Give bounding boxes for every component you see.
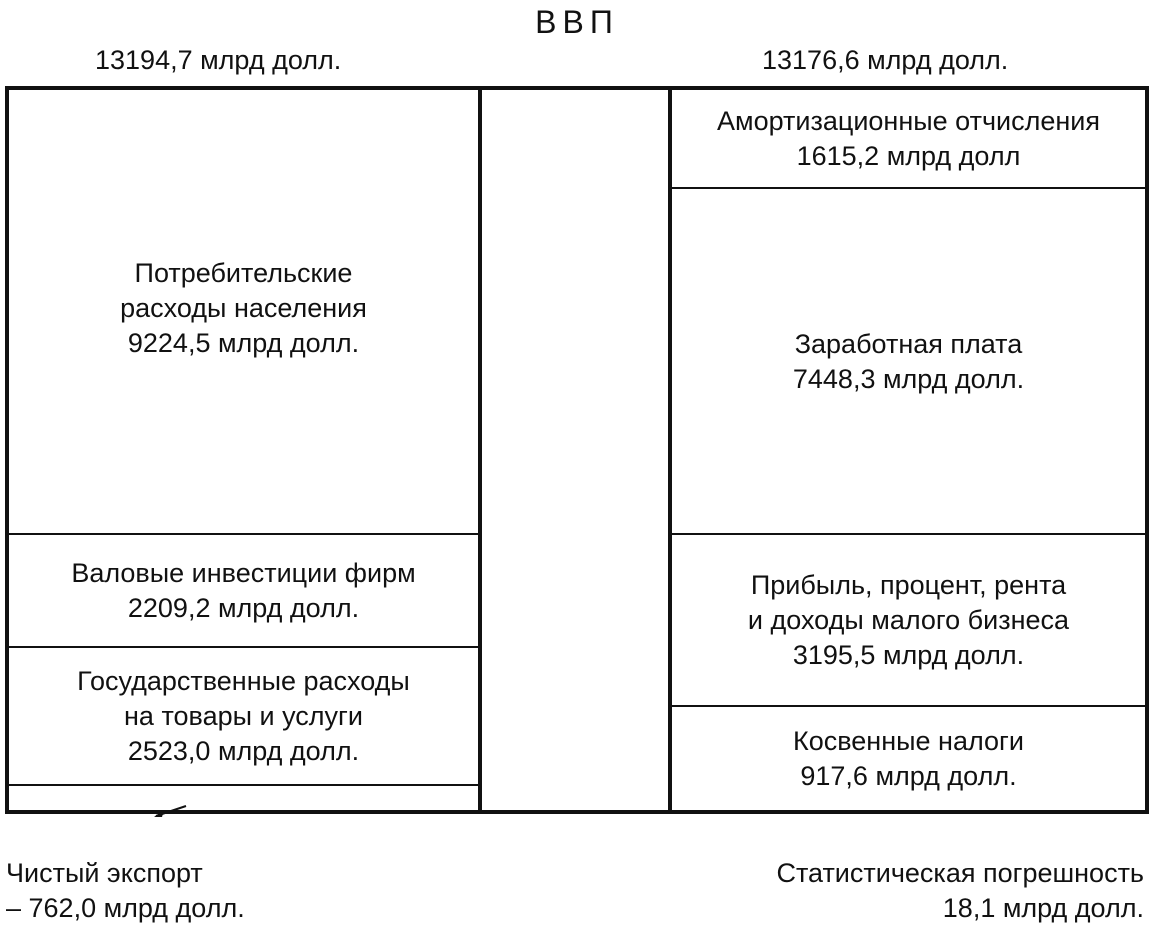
left-column-divider [478, 86, 482, 814]
net-exports-note [6, 856, 245, 926]
wages-label: Заработная плата [794, 328, 1023, 359]
depreciation-cell [672, 90, 1145, 187]
investment-value: 2209,2 млрд долл. [127, 592, 360, 623]
expenditures-total: 13194,7 млрд долл. [95, 45, 342, 75]
net-exports-label: Чистый экспорт [6, 858, 203, 888]
profits-label-line-1: Прибыль, процент, рента [750, 569, 1067, 600]
government-cell [9, 648, 478, 784]
net-exports-cell [9, 786, 478, 810]
investment-label: Валовые инвестиции фирм [71, 557, 416, 588]
diagram-title: ВВП [535, 4, 619, 40]
government-value: 2523,0 млрд долл. [127, 735, 360, 766]
consumption-label-line-1: Потребительские [134, 257, 353, 288]
statistical-discrepancy-value: 18,1 млрд долл. [942, 893, 1144, 923]
net-exports-value: – 762,0 млрд долл. [6, 893, 245, 923]
wages-value: 7448,3 млрд долл. [792, 363, 1025, 394]
statistical-discrepancy-label: Статистическая погрешность [776, 858, 1144, 888]
government-label-line-2: на товары и услуги [124, 700, 363, 731]
consumption-value: 9224,5 млрд долл. [127, 327, 360, 358]
net-exports-arrow-icon [150, 800, 190, 824]
depreciation-label: Амортизационные отчисления [717, 105, 1100, 136]
consumption-label-line-2: расходы населения [120, 292, 367, 323]
depreciation-value: 1615,2 млрд долл [796, 140, 1021, 171]
profits-label-line-2: и доходы малого бизнеса [747, 604, 1070, 635]
profits-cell [672, 535, 1145, 705]
indirect-taxes-label: Косвенные налоги [793, 725, 1024, 756]
statistical-discrepancy-note [776, 856, 1144, 926]
indirect-taxes-cell [672, 707, 1145, 810]
profits-value: 3195,5 млрд долл. [792, 639, 1025, 670]
wages-cell [672, 189, 1145, 534]
consumption-cell [9, 90, 478, 534]
indirect-taxes-value: 917,6 млрд долл. [800, 760, 1017, 791]
incomes-total: 13176,6 млрд долл. [762, 45, 1009, 75]
government-label-line-1: Государственные расходы [77, 665, 410, 696]
investment-cell [9, 535, 478, 646]
